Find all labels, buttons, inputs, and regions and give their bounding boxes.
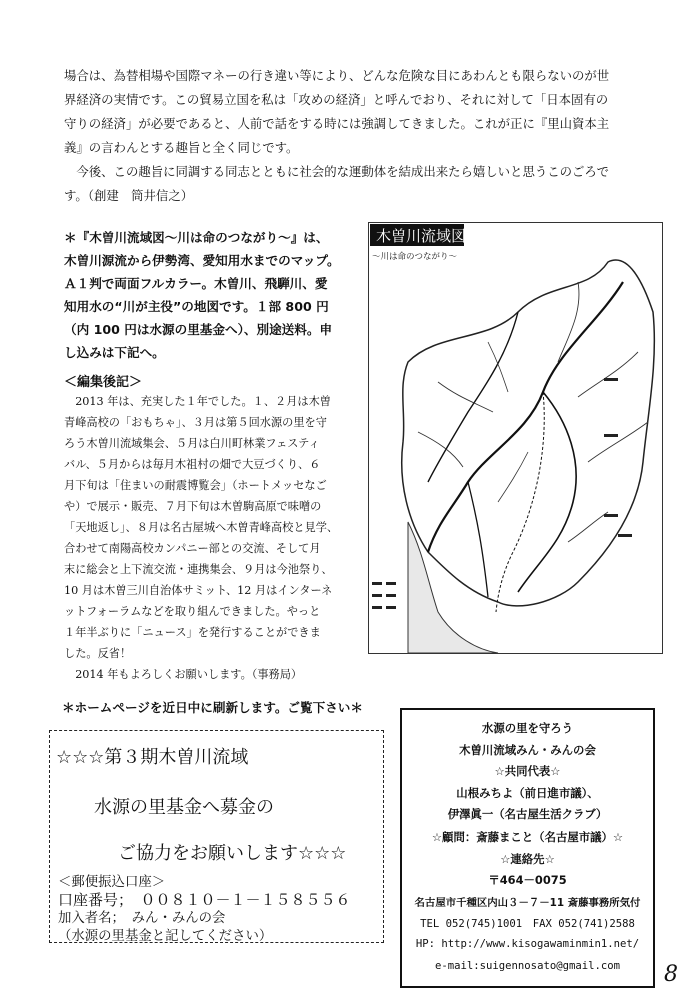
text-line: 守りの経済」が必要であると、人前で話をする時には強調してきました。これが正に『里山資本主 <box>64 116 610 131</box>
text-line: ＊『木曽川流域図～川は命のつながり～』は、 <box>64 230 329 245</box>
text-line: Ａ１判で両面フルカラー。木曽川、飛騨川、愛 <box>64 276 328 291</box>
text-line: 青峰高校の「おもちゃ」、３月は第５回水源の里を守 <box>64 416 327 429</box>
org-title-line1: 水源の里を守ろう <box>481 721 574 735</box>
contact-label: ☆連絡先☆ <box>500 852 555 866</box>
account-number: 口座番号； ００８１０－１－１５８５５６ <box>58 891 351 909</box>
text-line: （内 100 円は水源の里基金へ）、別途送料。申 <box>64 322 333 337</box>
advisor: ☆顧問：斎藤まこと（名古屋市議）☆ <box>431 830 624 844</box>
text-line: した。反省！ <box>64 647 132 660</box>
text-line: 10 月は木曽三川自治体サミット、12 月はインターネ <box>64 584 333 597</box>
text-line: 2014 年もよろしくお願いします。（事務局） <box>64 668 303 681</box>
homepage-notice: ＊ホームページを近日中に刷新します。ご覧下さい＊ <box>62 700 363 715</box>
text-line: ットフォーラムなどを取り組んできました。やっと <box>64 605 321 618</box>
text-line: ろう木曽川流域集会、５月は白川町林業フェスティ <box>64 437 320 450</box>
text-line: 木曽川源流から伊勢湾、愛知用水までのマップ。 <box>64 253 340 268</box>
text-line: 界経済の実情です。この貿易立国を私は「攻めの経済」と呼んでおり、それに対して「日本固有の <box>64 92 609 107</box>
email-address[interactable]: e-mail:suigennosato@gmail.com <box>435 960 620 972</box>
map-title: 木曽川流域図 <box>376 227 467 245</box>
text-line: 合わせて南陽高校カンパニー部との交流、そして月 <box>64 542 321 555</box>
basin-map-drawing <box>368 222 663 654</box>
fund-appeal-box <box>49 730 384 943</box>
text-line: バル、５月からは毎月木祖村の畑で大豆づくり、６ <box>64 458 321 471</box>
text-line: 場合は、為替相場や国際マネーの行き違い等により、どんな危険な目にあわんとも限らないのが世 <box>64 68 610 83</box>
map-subtitle: ～川は命のつながり～ <box>372 252 458 262</box>
fund-note: （水源の里基金と記してください） <box>58 929 273 944</box>
text-line: 末に総会と上下流交流・連携集会、９月は今池祭り、 <box>64 563 333 576</box>
text-line: す。（創建 筒井信之） <box>64 188 194 203</box>
text-line: 今後、この趣旨に同調する同志とともに社会的な運動体を結成出来たら嬉しいと思うこのごろで <box>64 164 610 179</box>
text-line: 月下旬は「住まいの耐震博覧会」（ホートメッセなご <box>64 479 327 492</box>
text-line: 義』の言わんとする趣旨と全く同じです。 <box>64 140 299 155</box>
homepage-url[interactable]: HP: http://www.kisogawaminmin1.net/ <box>415 938 640 950</box>
rep-2: 伊澤眞一（名古屋生活クラブ） <box>447 807 608 821</box>
fund-title-line2: 水源の里基金へ募金の <box>94 797 274 818</box>
text-line: や）で展示・販売、７月下旬は木曽駒高原で味噌の <box>64 500 322 513</box>
postal-code: 〒464－0075 <box>488 873 567 887</box>
address: 名古屋市千種区内山３－７－11 斎藤事務所気付 <box>414 897 641 909</box>
contact-box <box>400 708 655 988</box>
text-line: 知用水の“川が主役”の地図です。１部 800 円 <box>64 299 329 314</box>
phone-fax: TEL 052(745)1001 FAX 052(741)2588 <box>420 918 635 930</box>
basin-map <box>368 222 663 654</box>
text-line: 2013 年は、充実した１年でした。１、２月は木曽 <box>64 395 331 408</box>
org-title-line2: 木曽川流域みん・みんの会 <box>459 743 596 757</box>
account-holder: 加入者名； みん・みんの会 <box>58 911 226 926</box>
editor-note-heading: ＜編集後記＞ <box>64 375 143 390</box>
postal-transfer-label: ＜郵便振込口座＞ <box>58 875 166 890</box>
rep-1: 山根みちよ（前日進市議）、 <box>456 786 599 800</box>
page-number: 8 <box>664 962 678 987</box>
fund-title-line3: ご協力をお願いします☆☆☆ <box>118 843 347 864</box>
text-line: し込みは下記へ。 <box>64 345 165 360</box>
text-line: １年半ぶりに「ニュース」を発行することができま <box>64 626 321 639</box>
fund-title-line1: ☆☆☆第３期木曽川流域 <box>56 747 249 768</box>
reps-label: ☆共同代表☆ <box>494 764 561 778</box>
text-line: 「天地返し」、８月は名古屋城へ木曽青峰高校と見学、 <box>64 521 339 534</box>
